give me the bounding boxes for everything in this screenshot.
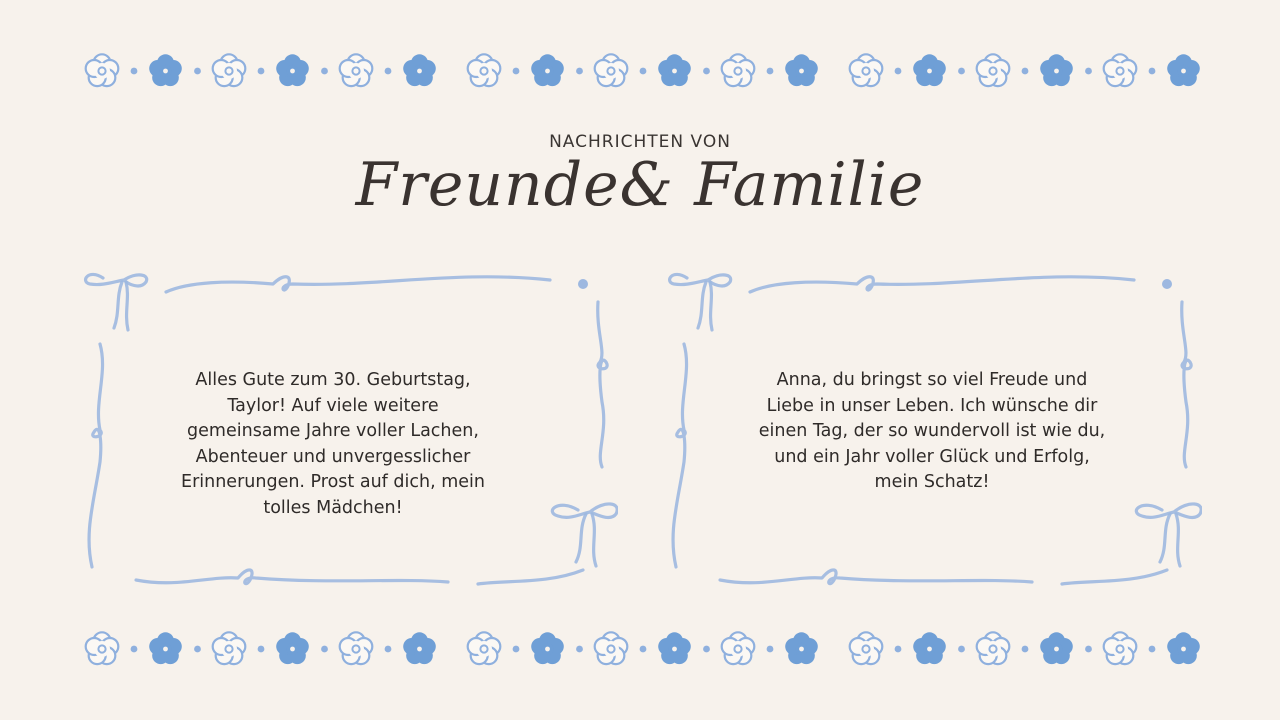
ribbon-dot — [578, 279, 588, 289]
ribbon-dot — [1162, 279, 1172, 289]
message-card-1 — [78, 262, 618, 597]
flower-icon — [340, 54, 373, 86]
dot-icon — [640, 68, 647, 75]
flower-icon — [340, 632, 373, 664]
dot-icon — [513, 68, 520, 75]
ribbon-stroke — [592, 514, 596, 566]
dot-icon — [1022, 646, 1029, 653]
dot-icon — [895, 68, 902, 75]
dot-icon — [321, 646, 328, 653]
page-subtitle: NACHRICHTEN VON — [549, 132, 731, 152]
dot-icon — [767, 646, 774, 653]
message-text-2: Anna, du bringst so viel Freude und Liebe in unser Leben. Ich wünsche dir einen Tag, der so wundervoll ist wie du, und ein Jahr voller Glück und Erfolg, mein Schatz! — [758, 370, 1106, 492]
dot-icon — [958, 68, 965, 75]
flower-icon — [531, 632, 564, 664]
dot-icon — [958, 646, 965, 653]
message-card-2 — [662, 262, 1202, 597]
flower-icon — [850, 632, 883, 664]
dot-icon — [194, 646, 201, 653]
flower-icon — [86, 632, 119, 664]
flower-icon — [1167, 632, 1200, 664]
flower-icon — [785, 632, 818, 664]
ribbon-stroke — [1062, 570, 1167, 584]
flower-icon — [213, 632, 246, 664]
dot-icon — [703, 68, 710, 75]
flower-border-graphic — [80, 629, 1200, 669]
dot-icon — [194, 68, 201, 75]
dot-icon — [258, 646, 265, 653]
ribbon-stroke — [670, 274, 731, 286]
dot-icon — [1149, 646, 1156, 653]
dot-icon — [385, 68, 392, 75]
dot-icon — [1022, 68, 1029, 75]
flower-icon — [722, 632, 755, 664]
dot-icon — [576, 68, 583, 75]
dot-icon — [767, 68, 774, 75]
ribbon-stroke — [126, 282, 128, 330]
ribbon-stroke — [114, 282, 122, 328]
flower-icon — [1040, 54, 1073, 86]
flower-icon — [149, 632, 182, 664]
flower-icon — [86, 54, 119, 86]
flower-icon — [468, 54, 501, 86]
dot-icon — [1085, 646, 1092, 653]
flower-icon — [213, 54, 246, 86]
message-text-1: Alles Gute zum 30. Geburtstag, Taylor! Auf viele weitere gemeinsame Jahre voller Lachen, Abenteuer und unvergesslicher Erinnerungen. Prost auf dich, mein tolles Mädchen! — [181, 370, 485, 518]
dot-icon — [576, 646, 583, 653]
flower-icon — [658, 632, 691, 664]
ribbon-stroke — [576, 514, 586, 562]
flower-icon — [913, 54, 946, 86]
flower-icon — [722, 54, 755, 86]
ribbon-stroke — [1182, 302, 1191, 467]
dot-icon — [321, 68, 328, 75]
flower-icon — [850, 54, 883, 86]
flower-icon — [785, 54, 818, 86]
ribbon-stroke — [698, 282, 706, 328]
dot-icon — [513, 646, 520, 653]
ribbon-stroke — [478, 570, 583, 584]
flower-icon — [1040, 632, 1073, 664]
flower-icon — [149, 54, 182, 86]
dot-icon — [1085, 68, 1092, 75]
page-title: Freunde& Familie — [355, 150, 925, 220]
ribbon-stroke — [1176, 514, 1180, 566]
ribbon-stroke — [89, 344, 103, 567]
flower-icon — [1104, 54, 1137, 86]
dot-icon — [895, 646, 902, 653]
flower-icon — [403, 632, 436, 664]
flower-icon — [595, 632, 628, 664]
dot-icon — [1149, 68, 1156, 75]
flower-icon — [1167, 54, 1200, 86]
flower-icon — [403, 54, 436, 86]
flower-icon — [658, 54, 691, 86]
flower-icon — [595, 54, 628, 86]
dot-icon — [703, 646, 710, 653]
flower-icon — [276, 632, 309, 664]
dot-icon — [131, 68, 138, 75]
flower-icon — [1104, 632, 1137, 664]
ribbon-stroke — [750, 277, 1134, 292]
flower-icon — [977, 54, 1010, 86]
dot-icon — [258, 68, 265, 75]
flower-border-graphic — [80, 51, 1200, 91]
top-flower-border — [80, 51, 1200, 91]
ribbon-stroke — [166, 277, 550, 292]
flower-icon — [468, 632, 501, 664]
flower-icon — [276, 54, 309, 86]
flower-icon — [531, 54, 564, 86]
ribbon-stroke — [136, 570, 448, 584]
flower-icon — [913, 632, 946, 664]
dot-icon — [385, 646, 392, 653]
flower-icon — [977, 632, 1010, 664]
ribbon-stroke — [598, 302, 607, 467]
ribbon-stroke — [720, 570, 1032, 584]
bottom-flower-border — [80, 629, 1200, 669]
ribbon-stroke — [673, 344, 687, 567]
ribbon-stroke — [1160, 514, 1170, 562]
ribbon-stroke — [86, 274, 147, 286]
ribbon-stroke — [710, 282, 712, 330]
dot-icon — [640, 646, 647, 653]
dot-icon — [131, 646, 138, 653]
